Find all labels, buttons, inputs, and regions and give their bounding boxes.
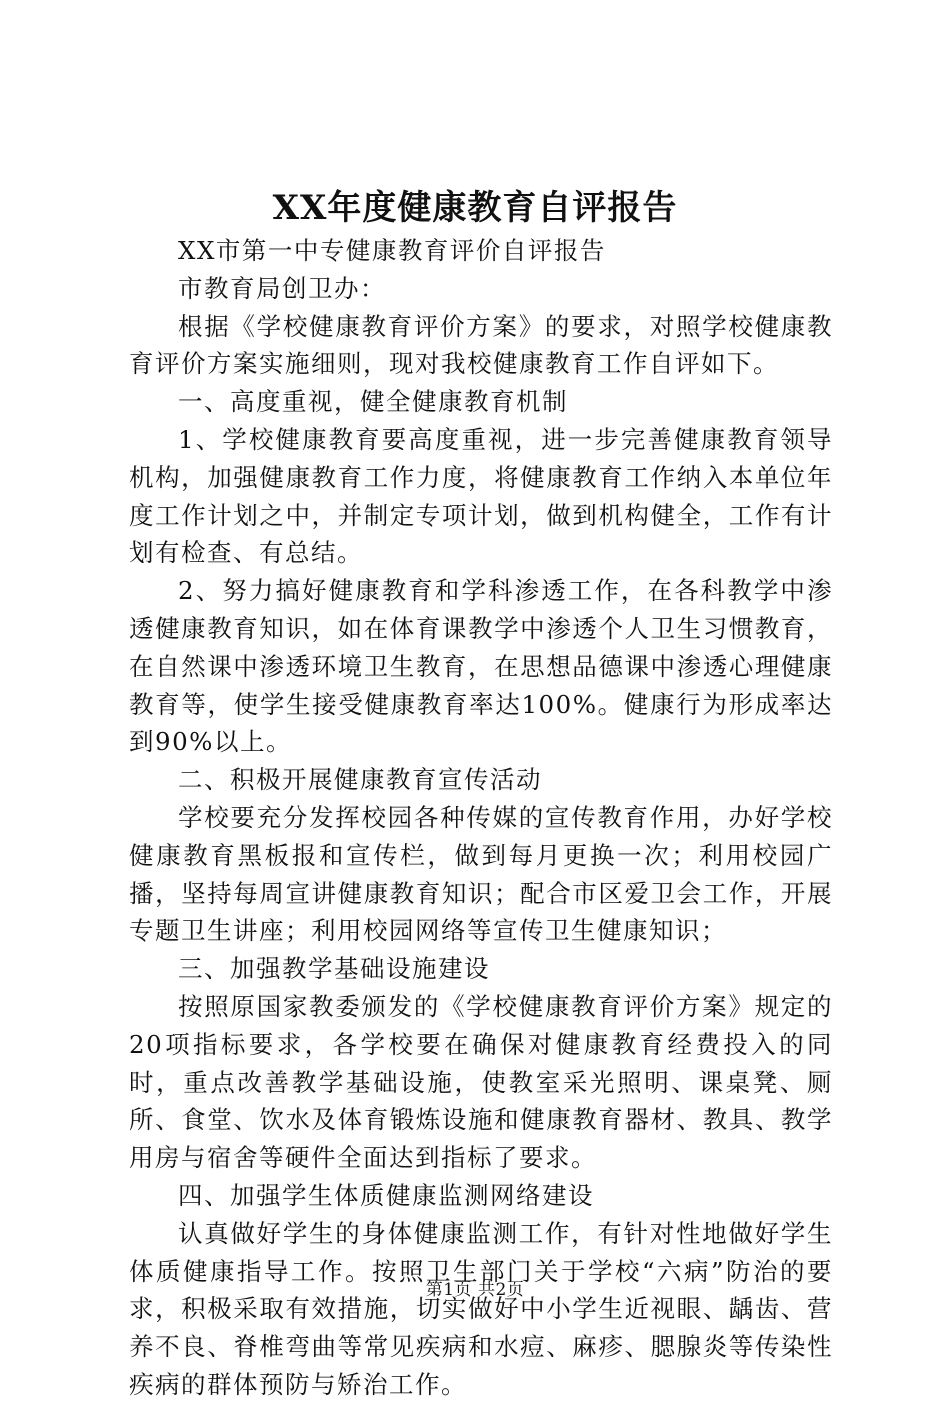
section-1-paragraph-2: 2、努力搞好健康教育和学科渗透工作，在各科教学中渗透健康教育知识，如在体育课教学中渗透个人卫生习惯教育，在自然课中渗透环境卫生教育，在思想品德课中渗透心理健康教育等，使学生接受健康教育率达100%。健康行为形成率达到90%以上。	[129, 576, 833, 757]
page-footer: 第1页 共2页	[425, 1280, 525, 1300]
document-title: XX年度健康教育自评报告	[272, 188, 678, 228]
section-2-paragraph: 学校要充分发挥校园各种传媒的宣传教育作用，办好学校健康教育黑板报和宣传栏，做到每月更换一次；利用校园广播，坚持每周宣讲健康教育知识；配合市区爱卫会工作，开展专题卫生讲座；利用校园网络等宣传卫生健康知识；	[129, 802, 833, 946]
intro-paragraph: 根据《学校健康教育评价方案》的要求，对照学校健康教育评价方案实施细则，现对我校健康教育工作自评如下。	[129, 311, 833, 379]
section-heading-1: 一、高度重视，健全健康教育机制	[178, 387, 568, 417]
section-heading-3: 三、加强教学基础设施建设	[178, 954, 490, 984]
document-body	[129, 232, 833, 1404]
section-1-paragraph-1: 1、学校健康教育要高度重视，进一步完善健康教育领导机构，加强健康教育工作力度，将健康教育工作纳入本单位年度工作计划之中，并制定专项计划，做到机构健全，工作有计划有检查、有总结。	[129, 424, 833, 568]
section-heading-2: 二、积极开展健康教育宣传活动	[178, 765, 542, 795]
section-3-paragraph: 按照原国家教委颁发的《学校健康教育评价方案》规定的20项指标要求，各学校要在确保对健康教育经费投入的同时，重点改善教学基础设施，使教室采光照明、课桌凳、厕所、食堂、饮水及体育锻炼设施和健康教育器材、教具、教学用房与宿舍等硬件全面达到指标了要求。	[129, 991, 833, 1173]
section-4-paragraph: 认真做好学生的身体健康监测工作，有针对性地做好学生体质健康指导工作。按照卫生部门关于学校“六病”防治的要求，积极采取有效措施，切实做好中小学生近视眼、龋齿、营养不良、脊椎弯曲等常见疾病和水痘、麻疹、腮腺炎等传染性疾病的群体预防与矫治工作。	[129, 1218, 833, 1399]
section-heading-4: 四、加强学生体质健康监测网络建设	[178, 1180, 594, 1210]
report-subtitle: XX市第一中专健康教育评价自评报告	[178, 236, 606, 265]
addressee: 市教育局创卫办：	[178, 273, 386, 303]
